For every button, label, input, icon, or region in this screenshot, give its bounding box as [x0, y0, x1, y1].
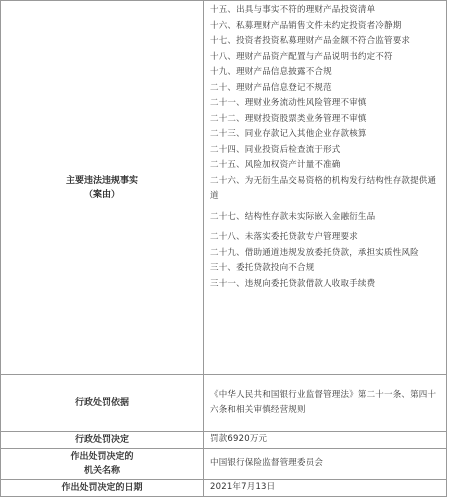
organ-label-line2: 机关名称	[83, 465, 120, 476]
date-value: 2021年7月13日	[204, 479, 447, 496]
fact-item: 三十、委托贷款投向不合规	[210, 263, 315, 273]
fact-item: 二十二、理财投资股票类业务管理不审慎	[210, 113, 367, 124]
organ-label-cell	[1, 448, 204, 479]
fact-item: 十八、理财产品资产配置与产品说明书约定不符	[210, 51, 393, 62]
fact-item: 三十一、违规向委托贷款借款人收取手续费	[210, 278, 376, 289]
fact-item: 二十三、同业存款记入其他企业存款核算	[210, 129, 367, 139]
decision-label: 行政处罚决定	[1, 432, 204, 449]
basis-label: 行政处罚依据	[1, 375, 204, 432]
date-row	[1, 479, 447, 496]
basis-row	[1, 375, 447, 432]
facts-value-cell	[204, 1, 447, 375]
date-label: 作出处罚决定的日期	[1, 479, 204, 496]
fact-item: 二十六、为无衍生品交易资格的机构发行结构性存款提供通道	[210, 175, 437, 201]
organ-label-line1: 作出处罚决定的	[70, 451, 134, 462]
facts-label-cell	[1, 1, 204, 375]
organ-row	[1, 448, 447, 479]
fact-item: 十五、出具与事实不符的理财产品投资清单	[210, 5, 376, 15]
decision-value: 罚款6920万元	[204, 432, 447, 449]
basis-value: 《中华人民共和国银行业监督管理法》第二十一条、第四十六条和相关审慎经营规则	[204, 375, 447, 432]
fact-item: 二十五、风险加权资产计量不准确	[210, 160, 341, 170]
fact-item: 十七、投资者投资私募理财产品金额不符合监管要求	[210, 36, 411, 46]
fact-item: 二十八、未落实委托贷款专户管理要求	[210, 232, 358, 242]
facts-label-sub: （案由）	[83, 189, 120, 200]
decision-row	[1, 432, 447, 449]
fact-item: 二十四、同业投资后检查流于形式	[210, 144, 341, 155]
fact-item: 二十、理财产品信息登记不规范	[210, 82, 332, 93]
fact-item: 二十一、理财业务流动性风险管理不审慎	[210, 98, 367, 108]
organ-value: 中国银行保险监督管理委员会	[204, 448, 447, 479]
fact-item: 二十七、结构性存款未实际嵌入金融衍生品	[210, 211, 376, 222]
facts-label: 主要违法违规事实	[65, 175, 138, 186]
fact-item: 二十九、借助通道违规发放委托贷款，承担实质性风险	[210, 247, 419, 258]
fact-item: 十九、理财产品信息披露不合规	[210, 67, 332, 77]
facts-row	[1, 1, 447, 375]
fact-item: 十六、私募理财产品销售文件未约定投资者冷静期	[210, 20, 402, 31]
